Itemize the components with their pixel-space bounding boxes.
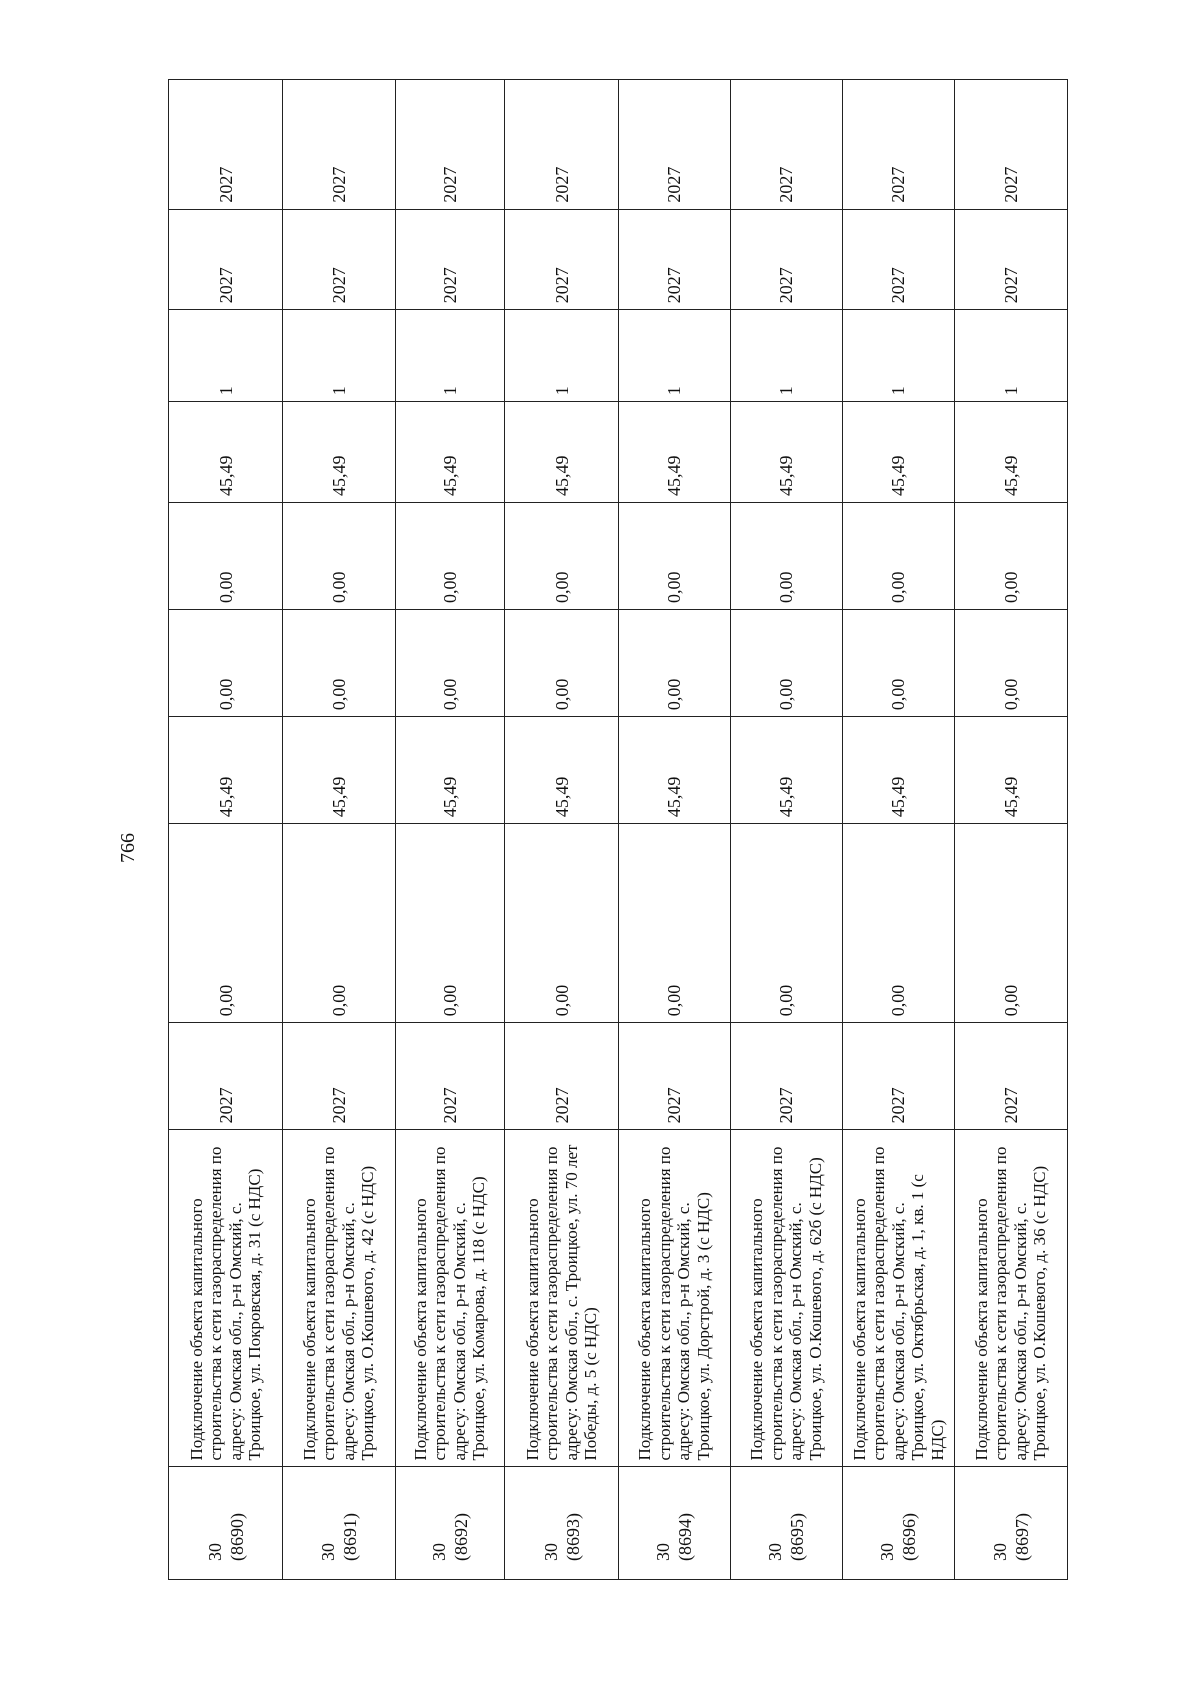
value-cell: 0,00 bbox=[169, 610, 283, 717]
table-row bbox=[618, 80, 730, 1580]
table-row bbox=[954, 80, 1067, 1580]
value-cell: 45,49 bbox=[505, 717, 618, 824]
year-cell: 2027 bbox=[954, 1023, 1067, 1130]
row-id-cell bbox=[395, 1466, 505, 1579]
value-cell: 0,00 bbox=[169, 824, 283, 1023]
row-code: (8690) bbox=[226, 1513, 247, 1561]
year-cell: 2027 bbox=[843, 80, 955, 210]
row-number: 30 bbox=[765, 1543, 786, 1561]
table-row bbox=[843, 80, 955, 1580]
value-cell: 0,00 bbox=[395, 610, 505, 717]
year-cell: 2027 bbox=[283, 80, 395, 210]
value-cell: 0,00 bbox=[505, 502, 618, 609]
value-cell: 45,49 bbox=[169, 402, 283, 503]
value-cell: 45,49 bbox=[618, 402, 730, 503]
row-id-cell bbox=[283, 1466, 395, 1579]
row-id-cell bbox=[169, 1466, 283, 1579]
quantity-cell: 1 bbox=[395, 310, 505, 402]
quantity-cell: 1 bbox=[730, 310, 842, 402]
value-cell: 0,00 bbox=[618, 502, 730, 609]
value-cell: 0,00 bbox=[954, 610, 1067, 717]
value-cell: 0,00 bbox=[505, 824, 618, 1023]
description-cell: Подключение объекта капитального строительства к сети газораспределения по адресу: Омская обл., р-н Омский, с. Троицкое, ул. Покровская, д. 31 (с НДС) bbox=[169, 1130, 283, 1466]
row-number: 30 bbox=[317, 1543, 338, 1561]
value-cell: 0,00 bbox=[395, 502, 505, 609]
value-cell: 45,49 bbox=[283, 402, 395, 503]
value-cell: 45,49 bbox=[395, 402, 505, 503]
row-id-cell bbox=[730, 1466, 842, 1579]
value-cell: 45,49 bbox=[954, 402, 1067, 503]
row-code: (8695) bbox=[787, 1513, 808, 1561]
row-number: 30 bbox=[877, 1543, 898, 1561]
value-cell: 0,00 bbox=[618, 824, 730, 1023]
value-cell: 45,49 bbox=[395, 717, 505, 824]
description-cell: Подключение объекта капитального строительства к сети газораспределения по адресу: Омская обл., р-н Омский, с. Троицкое, ул. Комарова, д. 118 (с НДС) bbox=[395, 1130, 505, 1466]
year-cell: 2027 bbox=[505, 80, 618, 210]
page-number: 766 bbox=[117, 833, 139, 863]
description-cell: Подключение объекта капитального строительства к сети газораспределения по адресу: Омская обл., р-н Омский, с. Троицкое, ул. О.Кошевого, д. 36 (с НДС) bbox=[954, 1130, 1067, 1466]
data-table bbox=[168, 79, 1068, 1580]
description-cell: Подключение объекта капитального строительства к сети газораспределения по адресу: Омская обл., р-н Омский, с. Троицкое, ул. Дорстрой, д. 3 (с НДС) bbox=[618, 1130, 730, 1466]
table-row bbox=[169, 80, 283, 1580]
value-cell: 0,00 bbox=[283, 610, 395, 717]
year-cell: 2027 bbox=[283, 1023, 395, 1130]
row-number: 30 bbox=[540, 1543, 561, 1561]
row-code: (8691) bbox=[339, 1513, 360, 1561]
row-code: (8694) bbox=[675, 1513, 696, 1561]
year-cell: 2027 bbox=[505, 209, 618, 310]
year-cell: 2027 bbox=[730, 209, 842, 310]
value-cell: 0,00 bbox=[730, 610, 842, 717]
quantity-cell: 1 bbox=[169, 310, 283, 402]
value-cell: 0,00 bbox=[954, 502, 1067, 609]
table-row bbox=[395, 80, 505, 1580]
description-cell: Подключение объекта капитального строительства к сети газораспределения по адресу: Омская обл., с. Троицкое, ул. 70 лет Победы, д. 5 (с НДС) bbox=[505, 1130, 618, 1466]
value-cell: 45,49 bbox=[954, 717, 1067, 824]
value-cell: 0,00 bbox=[169, 502, 283, 609]
year-cell: 2027 bbox=[954, 80, 1067, 210]
year-cell: 2027 bbox=[169, 80, 283, 210]
value-cell: 0,00 bbox=[395, 824, 505, 1023]
description-cell: Подключение объекта капитального строительства к сети газораспределения по адресу: Омская обл., р-н Омский, с. Троицкое, ул. О.Кошевого, д. 42 (с НДС) bbox=[283, 1130, 395, 1466]
year-cell: 2027 bbox=[283, 209, 395, 310]
value-cell: 0,00 bbox=[618, 610, 730, 717]
value-cell: 0,00 bbox=[843, 824, 955, 1023]
row-code: (8693) bbox=[562, 1513, 583, 1561]
value-cell: 45,49 bbox=[730, 717, 842, 824]
description-cell: Подключение объекта капитального строительства к сети газораспределения по адресу: Омская обл., р-н Омский, с. Троицкое, ул. О.Кошевого, д. 62б (с НДС) bbox=[730, 1130, 842, 1466]
year-cell: 2027 bbox=[730, 80, 842, 210]
quantity-cell: 1 bbox=[505, 310, 618, 402]
value-cell: 45,49 bbox=[618, 717, 730, 824]
row-id-cell bbox=[843, 1466, 955, 1579]
row-id-cell bbox=[954, 1466, 1067, 1579]
year-cell: 2027 bbox=[618, 1023, 730, 1130]
year-cell: 2027 bbox=[843, 1023, 955, 1130]
row-number: 30 bbox=[204, 1543, 225, 1561]
value-cell: 45,49 bbox=[283, 717, 395, 824]
value-cell: 0,00 bbox=[505, 610, 618, 717]
row-number: 30 bbox=[653, 1543, 674, 1561]
table-container bbox=[168, 79, 1068, 1580]
value-cell: 0,00 bbox=[283, 824, 395, 1023]
row-code: (8697) bbox=[1011, 1513, 1032, 1561]
table-row bbox=[283, 80, 395, 1580]
year-cell: 2027 bbox=[618, 80, 730, 210]
table-row bbox=[730, 80, 842, 1580]
year-cell: 2027 bbox=[395, 209, 505, 310]
row-code: (8692) bbox=[450, 1513, 471, 1561]
quantity-cell: 1 bbox=[618, 310, 730, 402]
value-cell: 0,00 bbox=[283, 502, 395, 609]
row-id-cell bbox=[505, 1466, 618, 1579]
value-cell: 0,00 bbox=[954, 824, 1067, 1023]
value-cell: 45,49 bbox=[169, 717, 283, 824]
year-cell: 2027 bbox=[954, 209, 1067, 310]
row-number: 30 bbox=[989, 1543, 1010, 1561]
value-cell: 45,49 bbox=[843, 717, 955, 824]
year-cell: 2027 bbox=[843, 209, 955, 310]
quantity-cell: 1 bbox=[954, 310, 1067, 402]
value-cell: 0,00 bbox=[843, 610, 955, 717]
row-number: 30 bbox=[428, 1543, 449, 1561]
value-cell: 0,00 bbox=[730, 502, 842, 609]
value-cell: 0,00 bbox=[730, 824, 842, 1023]
value-cell: 45,49 bbox=[505, 402, 618, 503]
year-cell: 2027 bbox=[169, 209, 283, 310]
row-id-cell bbox=[618, 1466, 730, 1579]
value-cell: 45,49 bbox=[730, 402, 842, 503]
value-cell: 45,49 bbox=[843, 402, 955, 503]
year-cell: 2027 bbox=[395, 1023, 505, 1130]
year-cell: 2027 bbox=[505, 1023, 618, 1130]
table-row bbox=[505, 80, 618, 1580]
year-cell: 2027 bbox=[395, 80, 505, 210]
description-cell: Подключение объекта капитального строительства к сети газораспределения по адресу: Омская обл., р-н Омский, с. Троицкое, ул. Октябрьская, д. 1, кв. 1 (с НДС) bbox=[843, 1130, 955, 1466]
quantity-cell: 1 bbox=[283, 310, 395, 402]
year-cell: 2027 bbox=[730, 1023, 842, 1130]
year-cell: 2027 bbox=[169, 1023, 283, 1130]
value-cell: 0,00 bbox=[843, 502, 955, 609]
quantity-cell: 1 bbox=[843, 310, 955, 402]
year-cell: 2027 bbox=[618, 209, 730, 310]
row-code: (8696) bbox=[899, 1513, 920, 1561]
